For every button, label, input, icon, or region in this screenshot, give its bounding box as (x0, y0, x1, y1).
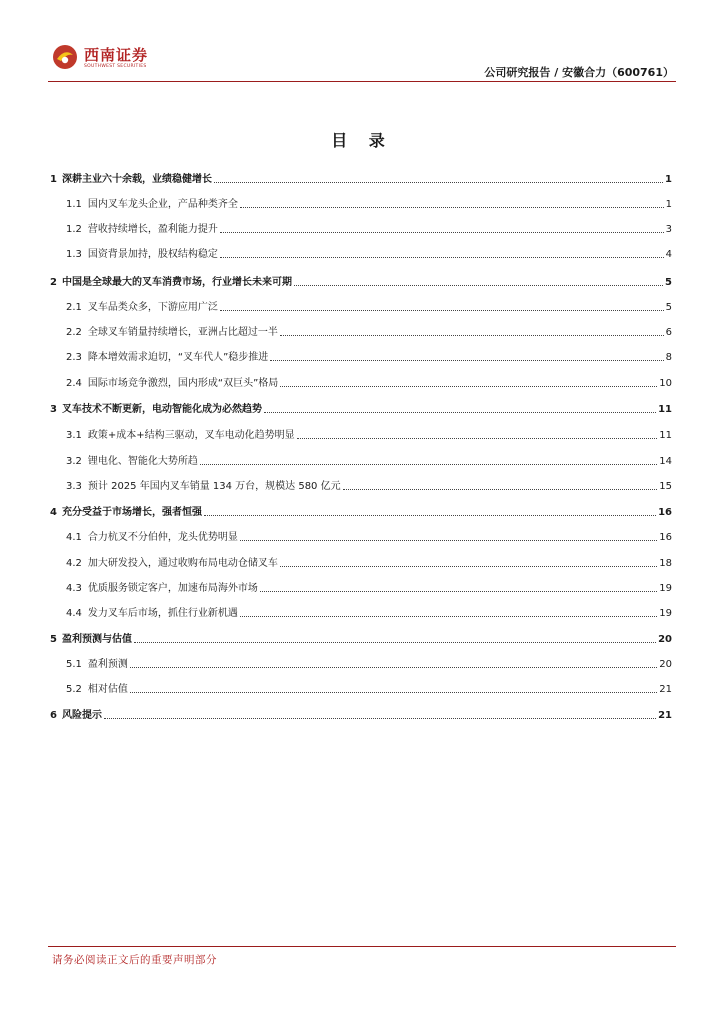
toc-entry-page: 18 (659, 558, 672, 569)
toc-entry-number: 2.4 (66, 378, 82, 389)
toc-entry-page: 14 (659, 456, 672, 467)
toc-entry-number: 6 (50, 710, 57, 721)
toc-entry-label: 深耕主业六十余载，业绩稳健增长 (61, 174, 212, 185)
toc-entry-page: 5 (665, 302, 672, 313)
toc-entry-label: 国内叉车龙头企业，产品种类齐全 (87, 199, 238, 210)
toc-entry[interactable] (50, 400, 672, 416)
toc-entry-label: 叉车品类众多，下游应用广泛 (87, 302, 218, 313)
toc-entry-page: 10 (659, 378, 672, 389)
toc-entry[interactable] (50, 245, 672, 261)
toc-dot-leader (220, 232, 664, 233)
toc-entry-number: 2.1 (66, 302, 82, 313)
toc-dot-leader (220, 310, 664, 311)
brand-name-cn: 西南证券 (84, 46, 149, 64)
toc-title: 目 录 (331, 131, 393, 150)
toc-entry-number: 1.2 (66, 224, 82, 235)
toc-entry[interactable] (50, 323, 672, 339)
header-divider (48, 81, 676, 82)
toc-dot-leader (204, 515, 656, 516)
toc-entry[interactable] (50, 452, 672, 468)
toc-entry-label: 盈利预测 (87, 659, 128, 670)
footer-disclaimer: 请务必阅读正文后的重要声明部分 (52, 954, 217, 966)
toc-entry-page: 19 (659, 608, 672, 619)
toc-entry-label: 全球叉车销量持续增长，亚洲占比超过一半 (87, 327, 278, 338)
toc-entry-page: 6 (665, 327, 672, 338)
toc-entry-number: 2.3 (66, 352, 82, 363)
toc-entry-number: 3 (50, 404, 57, 415)
toc-dot-leader (214, 182, 663, 183)
toc-entry-label: 相对估值 (87, 684, 128, 695)
toc-entry-page: 3 (665, 224, 672, 235)
toc-entry-number: 5.1 (66, 659, 82, 670)
toc-dot-leader (280, 386, 657, 387)
toc-entry[interactable] (50, 706, 672, 722)
toc-entry[interactable] (50, 374, 672, 390)
toc-entry-label: 国资背景加持，股权结构稳定 (87, 249, 218, 260)
toc-entry[interactable] (50, 348, 672, 364)
toc-entry-number: 4.4 (66, 608, 82, 619)
toc-dot-leader (134, 642, 656, 643)
toc-entry[interactable] (50, 477, 672, 493)
toc-entry[interactable] (50, 220, 672, 236)
toc-entry[interactable] (50, 273, 672, 289)
toc-dot-leader (280, 335, 664, 336)
toc-entry[interactable] (50, 554, 672, 570)
toc-entry-page: 21 (659, 684, 672, 695)
toc-entry-number: 5 (50, 634, 57, 645)
toc-entry-label: 优质服务锁定客户，加速布局海外市场 (87, 583, 258, 594)
brand-logo (52, 42, 162, 76)
toc-entry-number: 4.3 (66, 583, 82, 594)
footer-divider (48, 946, 676, 947)
toc-entry-label: 叉车技术不断更新，电动智能化成为必然趋势 (61, 404, 262, 415)
toc-entry-number: 4.1 (66, 532, 82, 543)
toc-entry-label: 发力叉车后市场，抓住行业新机遇 (87, 608, 238, 619)
toc-entry-label: 预计 2025 年国内叉车销量 134 万台，规模达 580 亿元 (87, 481, 341, 492)
toc-entry-page: 1 (665, 199, 672, 210)
toc-entry-page: 20 (659, 659, 672, 670)
toc-entry-page: 15 (659, 481, 672, 492)
toc-dot-leader (240, 207, 664, 208)
toc-entry-label: 中国是全球最大的叉车消费市场，行业增长未来可期 (61, 277, 292, 288)
report-label: 公司研究报告 / 安徽合力（600761） (484, 66, 674, 79)
toc-entry-label: 降本增效需求迫切，“叉车代人”稳步推进 (87, 352, 269, 363)
toc-dot-leader (130, 692, 657, 693)
toc-dot-leader (294, 285, 663, 286)
toc-entry-label: 合力杭叉不分伯仲，龙头优势明显 (87, 532, 238, 543)
toc-dot-leader (240, 540, 657, 541)
toc-dot-leader (130, 667, 657, 668)
toc-entry[interactable] (50, 680, 672, 696)
toc-entry-page: 16 (658, 507, 672, 518)
toc-entry-number: 3.3 (66, 481, 82, 492)
toc-entry-page: 20 (658, 634, 672, 645)
toc-entry-number: 1.3 (66, 249, 82, 260)
toc-entry[interactable] (50, 604, 672, 620)
toc-entry[interactable] (50, 579, 672, 595)
toc-entry[interactable] (50, 298, 672, 314)
toc-entry-page: 11 (658, 404, 672, 415)
toc-entry-number: 4 (50, 507, 57, 518)
toc-entry-number: 3.2 (66, 456, 82, 467)
toc-entry-label: 加大研发投入，通过收购布局电动仓储叉车 (87, 558, 278, 569)
toc-entry-page: 5 (665, 277, 672, 288)
toc-entry-label: 政策+成本+结构三驱动，叉车电动化趋势明显 (87, 430, 295, 441)
toc-entry-label: 盈利预测与估值 (61, 634, 132, 645)
toc-entry-number: 1 (50, 174, 57, 185)
toc-dot-leader (220, 257, 664, 258)
toc-entry-page: 1 (665, 174, 672, 185)
toc-dot-leader (270, 360, 663, 361)
toc-entry-number: 5.2 (66, 684, 82, 695)
toc-dot-leader (240, 616, 657, 617)
page-header (48, 38, 676, 82)
toc-entry-page: 4 (665, 249, 672, 260)
toc-entry[interactable] (50, 630, 672, 646)
southwest-securities-logo-icon (52, 44, 78, 70)
toc-entry-label: 充分受益于市场增长，强者恒强 (61, 507, 202, 518)
toc-dot-leader (280, 566, 657, 567)
toc-entry-label: 国际市场竞争激烈，国内形成“双巨头”格局 (87, 378, 279, 389)
toc-dot-leader (343, 489, 658, 490)
toc-dot-leader (264, 412, 656, 413)
toc-entry[interactable] (50, 655, 672, 671)
toc-entry-page: 16 (659, 532, 672, 543)
toc-entry[interactable] (50, 503, 672, 519)
toc-dot-leader (297, 438, 658, 439)
toc-entry-number: 1.1 (66, 199, 82, 210)
toc-entry-label: 营收持续增长，盈利能力提升 (87, 224, 218, 235)
toc-dot-leader (104, 718, 656, 719)
toc-entry[interactable] (50, 528, 672, 544)
toc-entry-number: 4.2 (66, 558, 82, 569)
toc-entry-page: 21 (658, 710, 672, 721)
toc-entry[interactable] (50, 195, 672, 211)
toc-entry-page: 8 (665, 352, 672, 363)
toc-entry-number: 3.1 (66, 430, 82, 441)
toc-entry-label: 锂电化、智能化大势所趋 (87, 456, 198, 467)
toc-entry-page: 19 (659, 583, 672, 594)
toc-dot-leader (200, 464, 657, 465)
toc-dot-leader (260, 591, 657, 592)
toc-entry-label: 风险提示 (61, 710, 102, 721)
brand-name-en: SOUTHWEST SECURITIES (84, 64, 147, 69)
toc-entry[interactable] (50, 426, 672, 442)
toc-entry[interactable] (50, 170, 672, 186)
toc-entry-number: 2 (50, 277, 57, 288)
toc-entry-number: 2.2 (66, 327, 82, 338)
toc-entry-page: 11 (659, 430, 672, 441)
